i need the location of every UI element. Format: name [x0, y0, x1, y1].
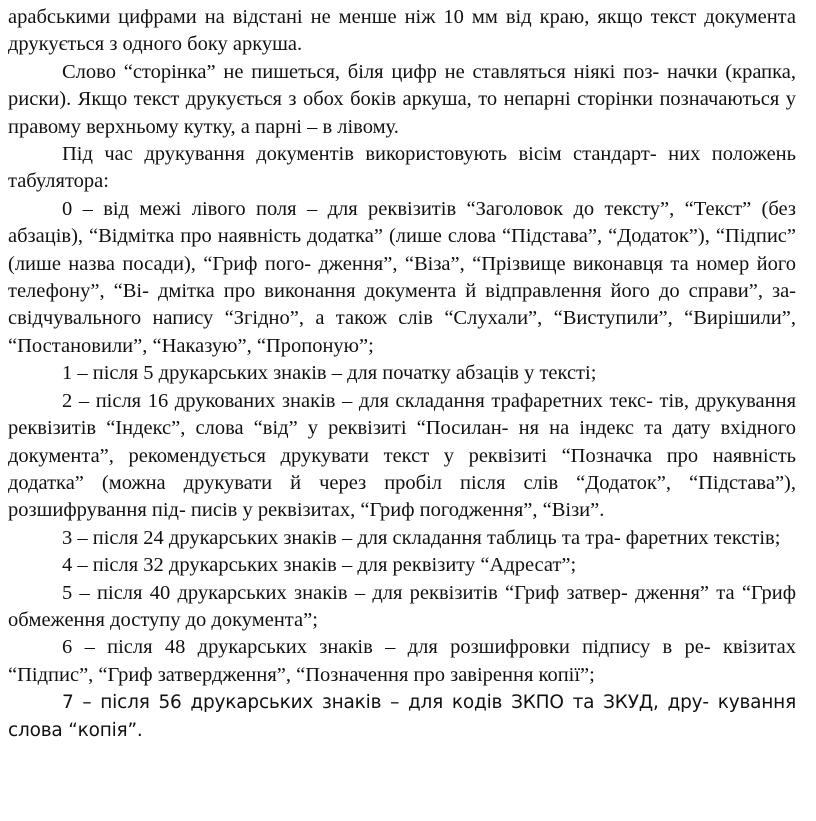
paragraph-tab-2: 2 – після 16 друкованих знаків – для складання трафаретних текс- тів, друкування реквізитів “Індекс”, слова “від” у реквізиті “Посилан- ня на індекс та дату вхідного документа”, рекомендується друкувати текст у реквізиті “Позначка про наявність додатка” (можна друкувати й через пробіл після слів “Додаток”, “Підстава”), розшифрування під- писів у реквізитах, “Гриф погодження”, “Візи”. — [8, 389, 796, 522]
paragraph-tab-7: 7 – після 56 друкарських знаків – для кодів ЗКПО та ЗКУД, дру- кування слова “копія”. — [8, 692, 796, 741]
paragraph-tab-3: 3 – після 24 друкарських знаків – для складання таблиць та тра- фаретних текстів; — [62, 526, 781, 549]
paragraph-tab-1: 1 – після 5 друкарських знаків – для початку абзаців у тексті; — [62, 362, 597, 385]
paragraph-tab-4: 4 – після 32 друкарських знаків – для реквізиту “Адресат”; — [62, 554, 577, 577]
paragraph-continuation: арабськими цифрами на відстані не менше ніж 10 мм від краю, якщо текст документа друкується з одного боку аркуша. — [8, 6, 796, 56]
document-page — [8, 4, 796, 744]
paragraph-tab-0: 0 – від межі лівого поля – для реквізитів “Заголовок до тексту”, “Текст” (без абзаців), “Відмітка про наявність додатка” (лише слова “Підстава”, “Додаток”), “Підпис” (лише назва посади), “Гриф пого- дження”, “Віза”, “Прізвище виконавця та номер його телефону”, “Ві- дмітка про виконання документа й відправлення його до справи”, за- свідчувального напису “Згідно”, а також слів “Слухали”, “Виступили”, “Вирішили”, “Постановили”, “Наказую”, “Пропоную”; — [8, 197, 796, 357]
paragraph-tab-6: 6 – після 48 друкарських знаків – для розшифровки підпису в ре- квізитах “Підпис”, “Гриф затвердження”, “Позначення про завірення копії”; — [8, 636, 796, 686]
paragraph-tab-5: 5 – після 40 друкарських знаків – для реквізитів “Гриф затвер- дження” та “Гриф обмеження доступу до документа”; — [8, 581, 796, 631]
paragraph-page-numbering: Слово “сторінка” не пишеться, біля цифр не ставляться ніякі поз- начки (крапка, риски). Якщо текст друкується з обох боків аркуша, то непарні сторінки позначаються у правому верхньому кутку, а парні – в лівому. — [8, 60, 796, 138]
paragraph-tabulator-intro: Під час друкування документів використовують вісім стандарт- них положень табулятора: — [8, 143, 796, 193]
